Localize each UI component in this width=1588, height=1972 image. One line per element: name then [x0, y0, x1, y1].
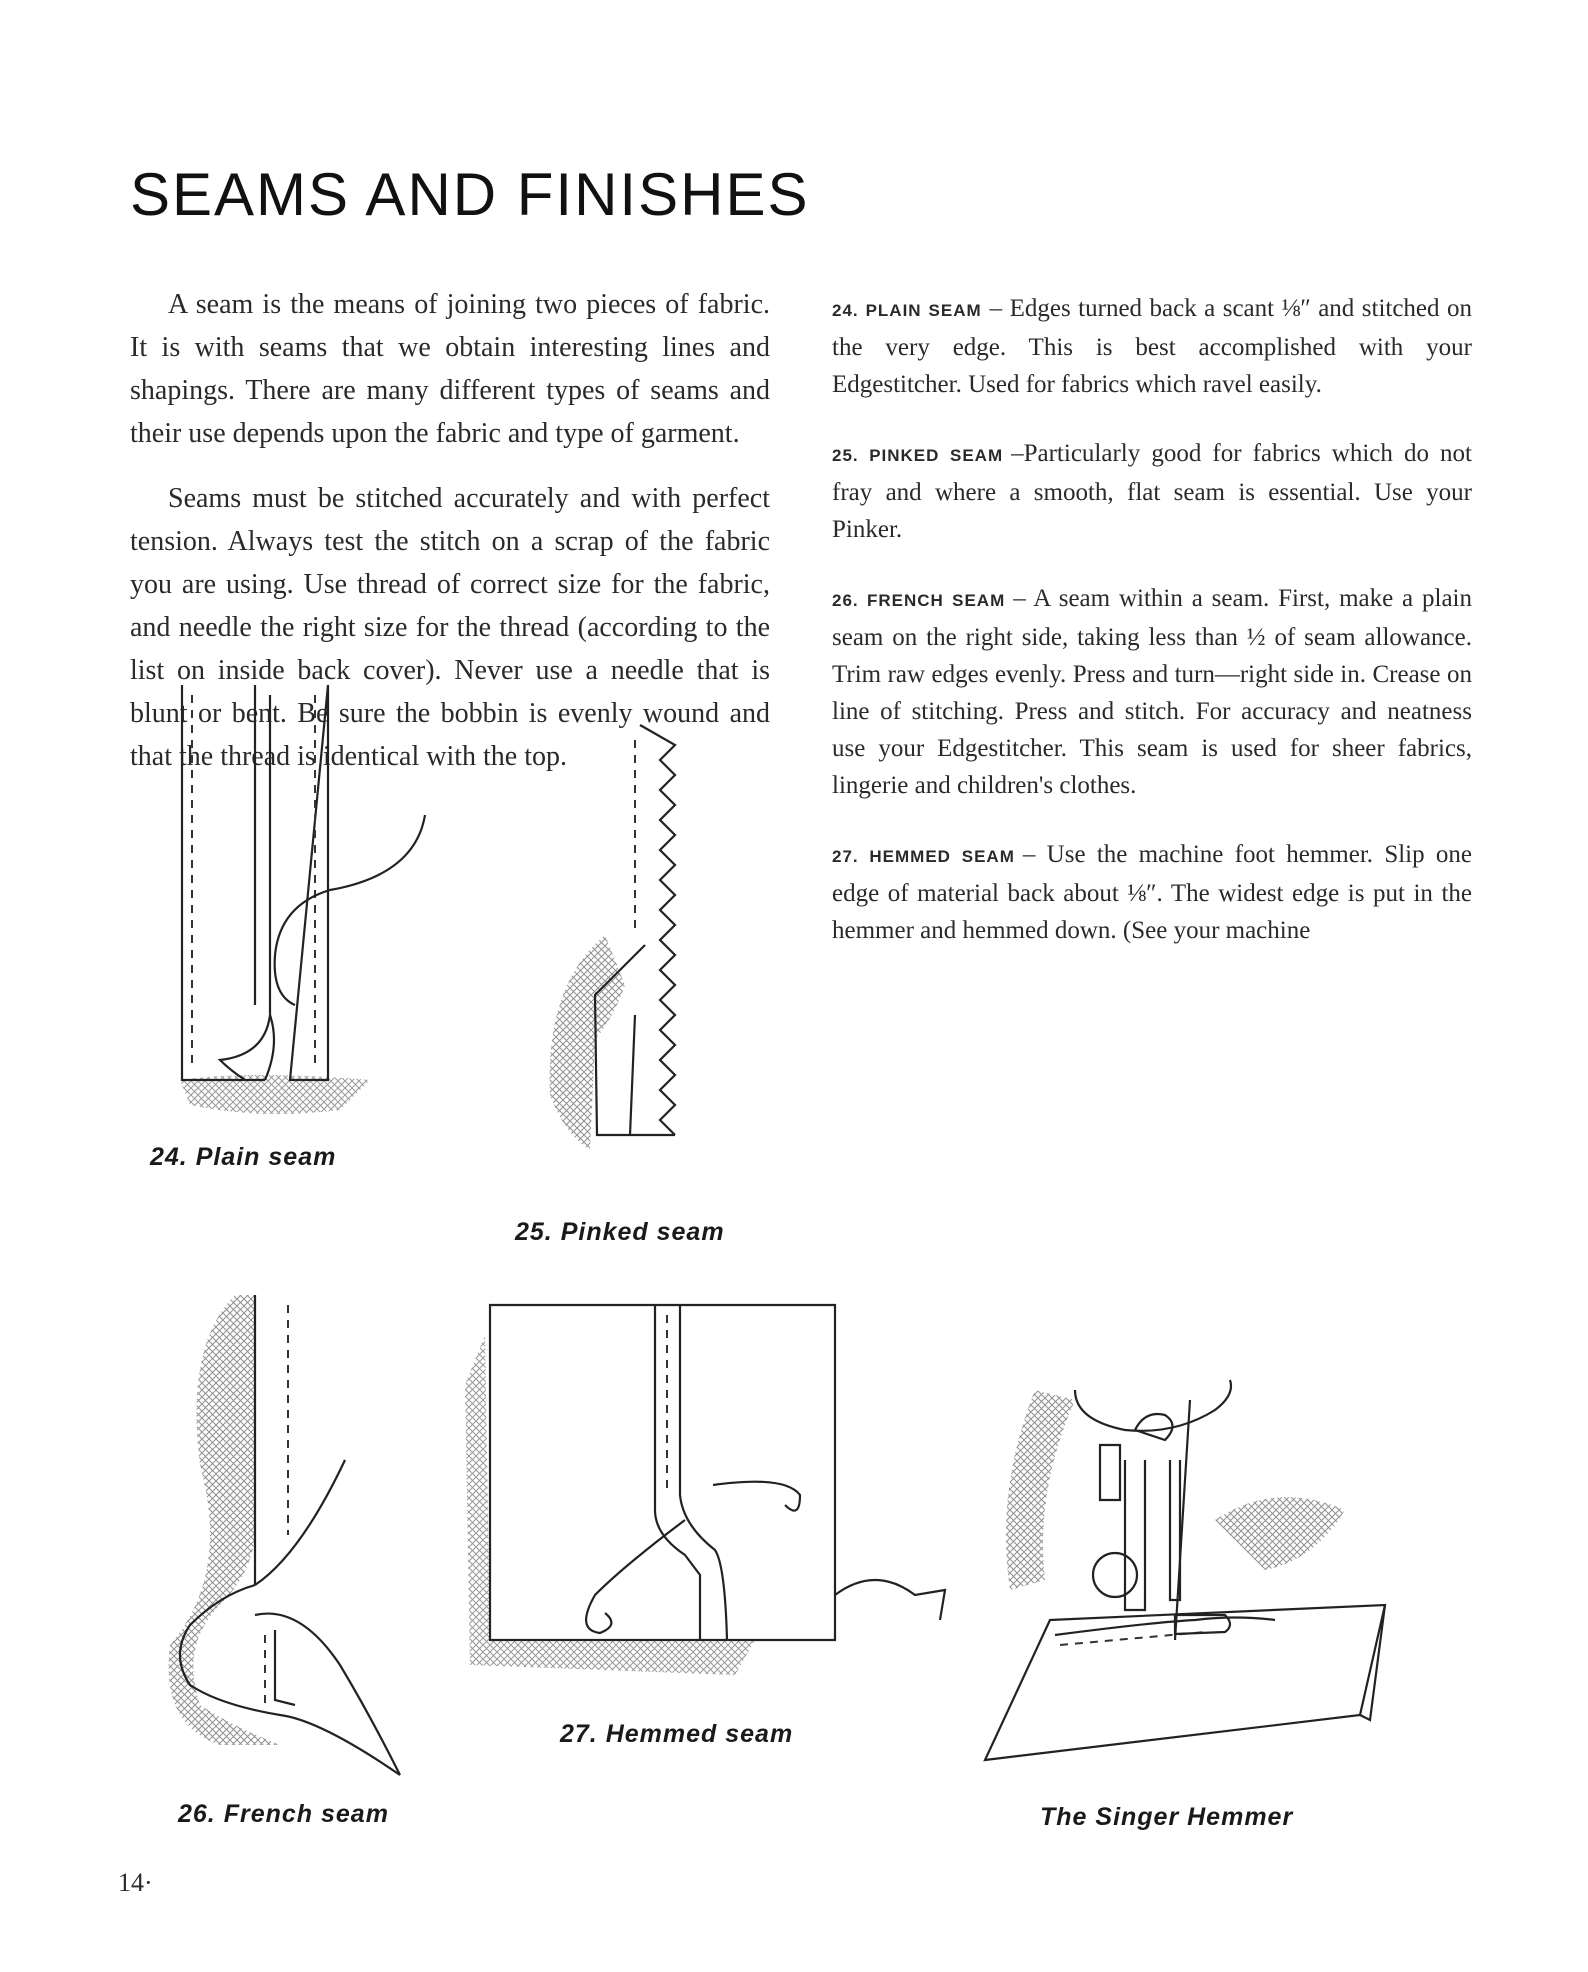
- page-number: 14·: [118, 1868, 153, 1897]
- entry-french-seam: [832, 580, 1472, 804]
- entry-text: – A seam within a seam. First, make a plain seam on the right side, taking less than ½ of seam allowance. Trim raw edges evenly. Press and turn—right side in. Crease on line of stitching. Press and stitch. For accuracy and neatness use your Edgestitcher. This seam is used for sheer fabrics, lingerie and children's clothes.: [832, 585, 1472, 799]
- intro-column-left: [130, 283, 770, 772]
- caption-pinked-seam: 25. Pinked seam: [515, 1218, 725, 1246]
- entry-text: – Use the machine foot hemmer. Slip one edge of material back about ⅛″. The widest edge is put in the hemmer and hemmed down. (See your machine: [832, 841, 1473, 944]
- entry-lead: 26. FRENCH SEAM: [832, 591, 1006, 610]
- caption-plain-seam: 24. Plain seam: [150, 1143, 337, 1171]
- french-seam-illustration: [160, 1285, 420, 1785]
- seam-descriptions-column: [832, 290, 1472, 981]
- entry-plain-seam: [832, 290, 1472, 403]
- caption-french-seam: 26. French seam: [178, 1800, 389, 1828]
- entry-lead: 24. PLAIN SEAM: [832, 301, 982, 320]
- caption-hemmed-seam: 27. Hemmed seam: [560, 1720, 794, 1748]
- entry-text: –Particularly good for fabrics which do not fray and where a smooth, flat seam is essential. Use your Pinker.: [832, 440, 1472, 543]
- hemmed-seam-illustration: [455, 1295, 955, 1685]
- entry-pinked-seam: [832, 435, 1472, 548]
- plain-seam-illustration: [170, 675, 450, 1125]
- entry-lead: 27. HEMMED SEAM: [832, 847, 1015, 866]
- singer-hemmer-illustration: [975, 1370, 1445, 1780]
- intro-paragraph-1: A seam is the means of joining two pieces of fabric. It is with seams that we obtain interesting lines and shapings. There are many different types of seams and their use depends upon the fabric and type of garment.: [130, 289, 770, 449]
- pinked-seam-illustration: [535, 715, 735, 1155]
- entry-text: – Edges turned back a scant ⅛″ and stitched on the very edge. This is best accomplished with your Edgestitcher. Used for fabrics which ravel easily.: [832, 295, 1472, 398]
- intro-paragraph-2: Seams must be stitched accurately and with perfect tension. Always test the stitch on a scrap of the fabric you are using. Use thread of correct size for the fabric, and needle the right size for the thread (according to the list on inside back cover). Never use a needle that is blunt or bent. Be sure the bobbin is evenly wound and that the thread is identical with the top.: [130, 483, 770, 772]
- entry-lead: 25. PINKED SEAM: [832, 446, 1004, 465]
- entry-hemmed-seam: [832, 836, 1472, 949]
- caption-singer-hemmer: The Singer Hemmer: [1040, 1803, 1294, 1831]
- page-title: SEAMS AND FINISHES: [130, 161, 810, 228]
